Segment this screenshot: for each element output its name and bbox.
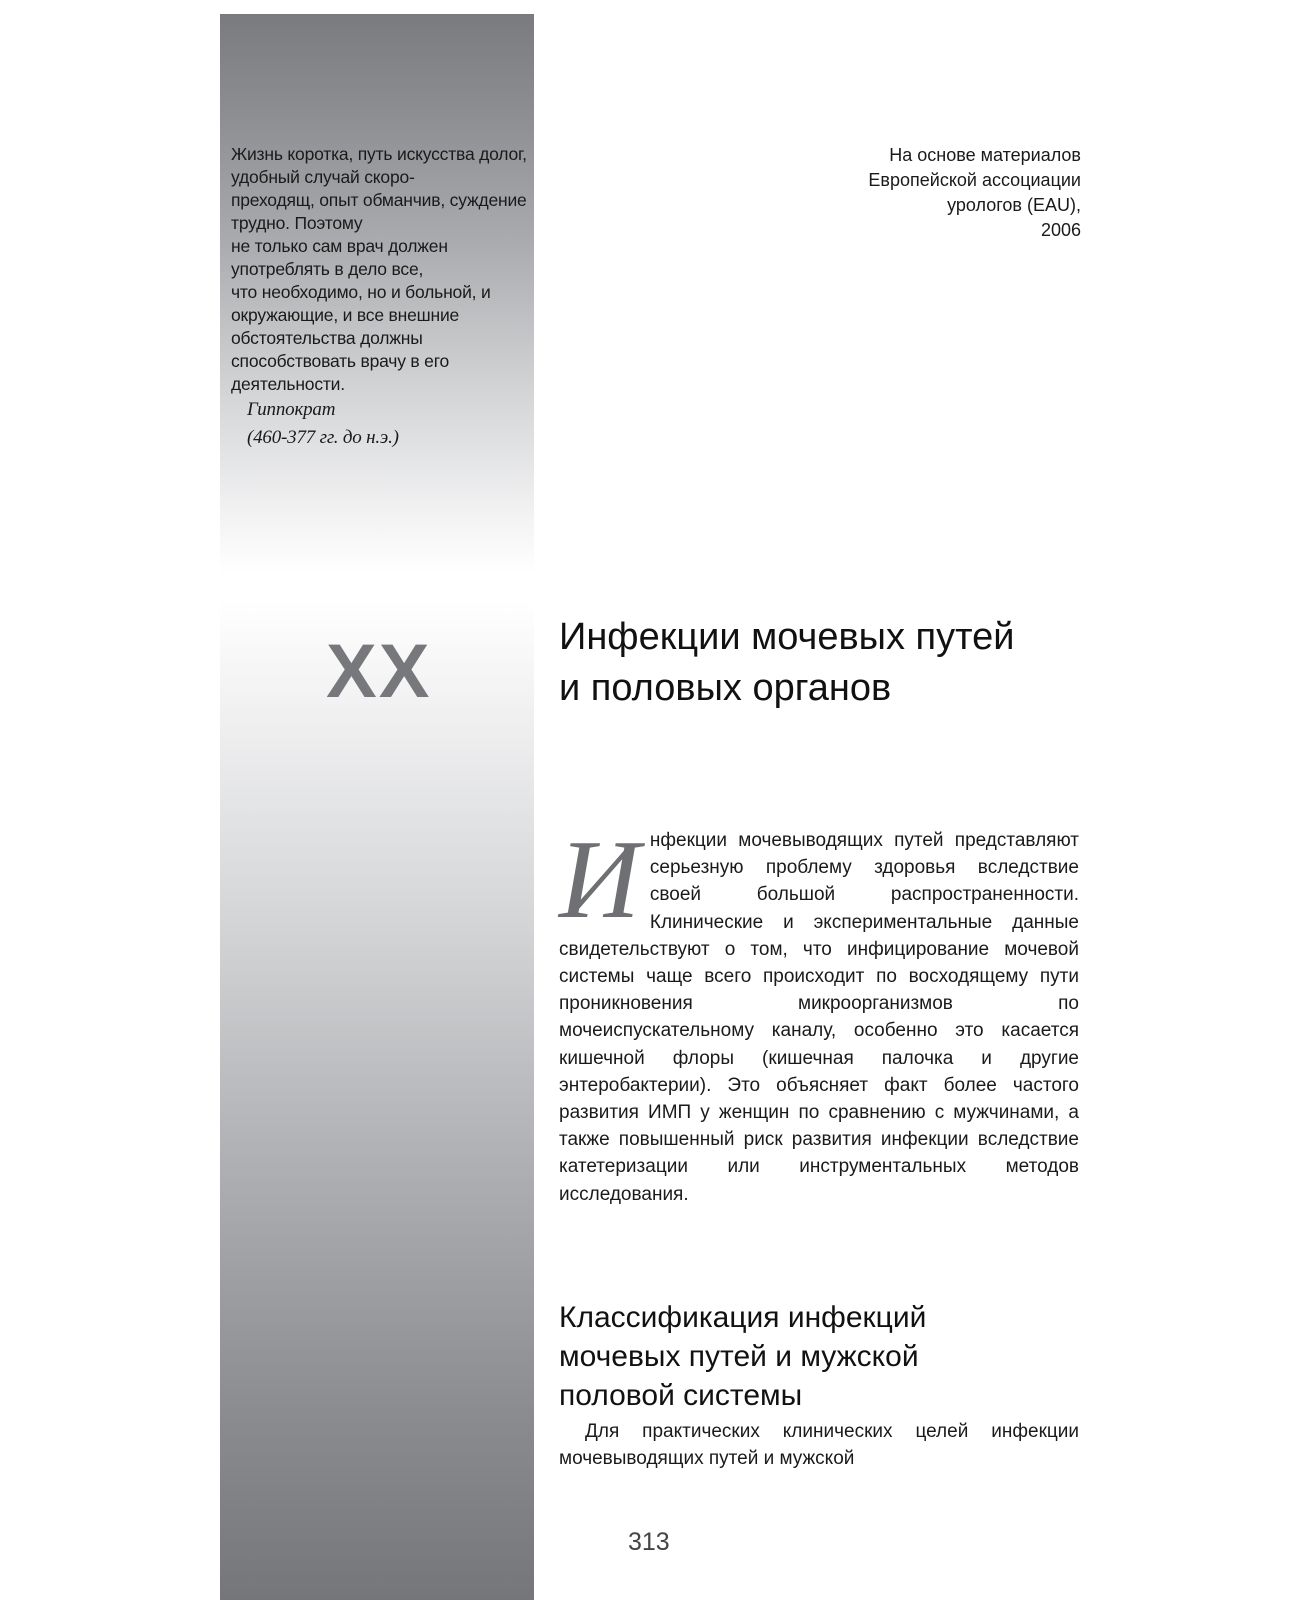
chapter-number: XX xyxy=(326,629,432,714)
epigraph xyxy=(231,143,527,452)
epigraph-text: Жизнь коротка, путь искусства долог, удобный случай скоро- преходящ, опыт обманчив, суждение трудно. Поэтому не только сам врач должен употреблять в дело все, что необходимо, но и больной, и окружающие, и все внешние обстоятельства должны способствовать врачу в его деятельности. xyxy=(231,144,527,394)
section-heading: Классификация инфекций мочевых путей и мужской половой системы xyxy=(559,1301,927,1412)
chapter-title: Инфекции мочевых путей и половых органов xyxy=(559,616,1015,709)
source-note: На основе материалов Европейской ассоциации урологов (EAU), 2006 xyxy=(868,145,1081,240)
page-number: 313 xyxy=(628,1528,670,1556)
epigraph-author: Гиппократ xyxy=(247,399,336,420)
intro-text: нфекции мочевыводящих путей представляют серьезную проблему здоровья вследствие своей большой распространенности. Клинические и экспериментальные данные свидетельствуют о том, что инфицирование мочевой системы чаще всего происходит по восходящему пути проникновения микроорганизмов по мочеиспускательному каналу, особенно это касается кишечной флоры (кишечная палочка и другие энтеробактерии). Это объясняет факт более частого развития ИМП у женщин по сравнению с мужчинами, а также повышенный риск развития инфекции вследствие катетеризации или инструментальных методов исследования. xyxy=(559,830,1079,1205)
section-paragraph: Для практических клинических целей инфекции мочевыводящих путей и мужской xyxy=(559,1421,1079,1470)
intro-paragraph xyxy=(559,818,1079,1208)
epigraph-years: (460-377 гг. до н.э.) xyxy=(247,427,399,448)
drop-cap: И xyxy=(559,818,640,942)
sidebar-band-bottom xyxy=(220,600,534,1600)
